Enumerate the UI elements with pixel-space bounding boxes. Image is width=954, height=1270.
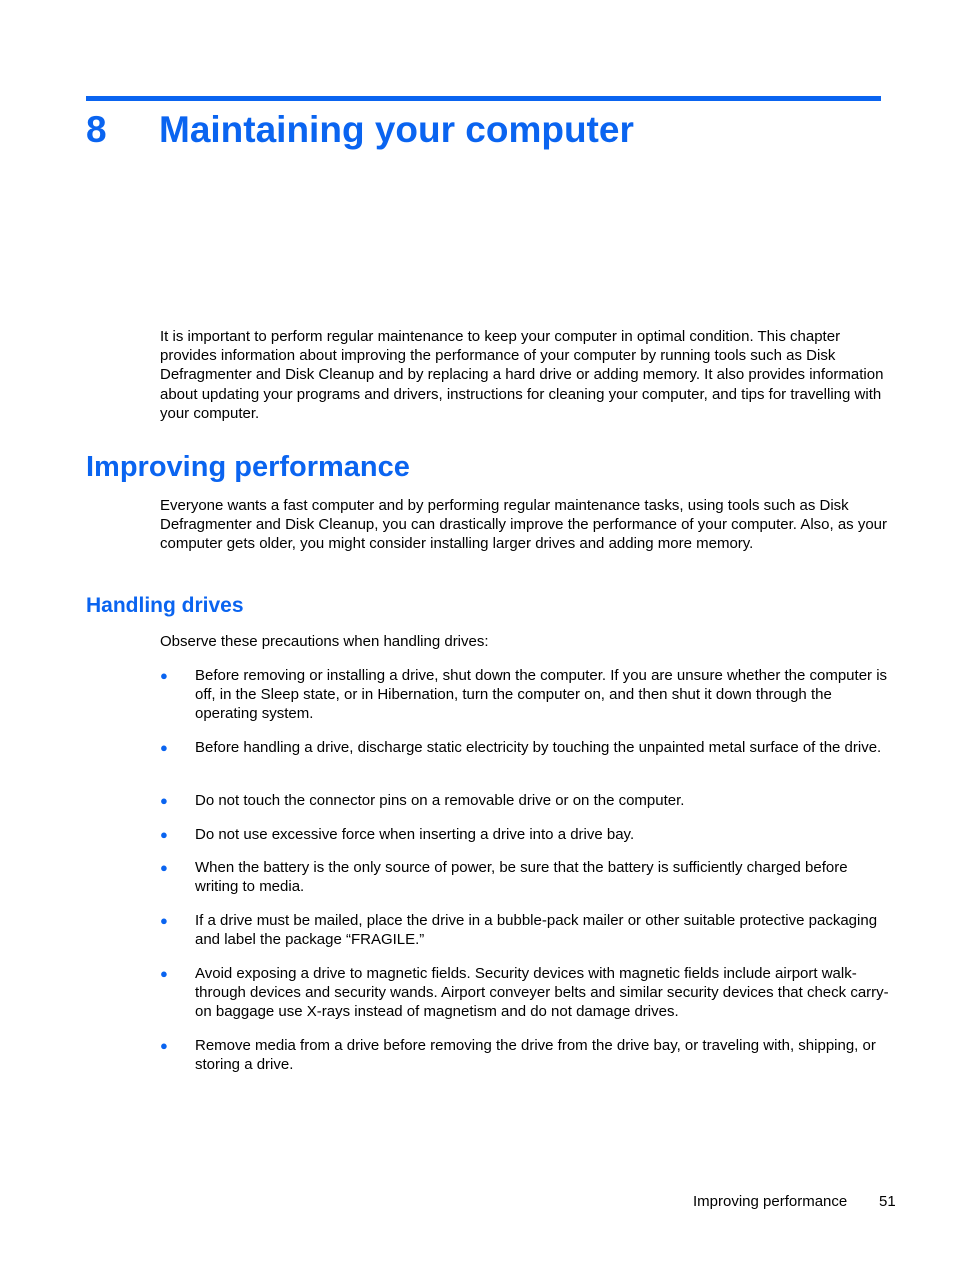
list-item (160, 791, 895, 810)
chapter-intro: It is important to perform regular maintenance to keep your computer in optimal condition. This chapter provides information about improving the performance of your computer by running tools such as Disk Defragmenter and Disk Cleanup and by replacing a hard drive or adding memory. It also provides information about updating your programs and drivers, instructions for cleaning your computer, and tips for travelling with your computer. (160, 328, 884, 422)
list-item (160, 964, 895, 1022)
list-item-text: Avoid exposing a drive to magnetic fields. Security devices with magnetic fields include airport walk-through devices and security wands. Airport conveyer belts and similar security devices that check carry-on baggage use X-rays instead of magnetism and do not damage drives. (195, 965, 889, 1021)
bullet-icon: ● (160, 860, 168, 875)
list-item (160, 666, 895, 724)
list-item-text: Before removing or installing a drive, shut down the computer. If you are unsure whether the computer is off, in the Sleep state, or in Hibernation, turn the computer on, and then shut it down through the operating system. (195, 667, 888, 723)
chapter-title: Maintaining your computer (159, 109, 634, 150)
bullet-icon: ● (160, 827, 168, 842)
footer-page-number: 51 (879, 1193, 896, 1210)
chapter-number: 8 (86, 109, 107, 150)
bullet-icon: ● (160, 668, 168, 683)
bullet-icon: ● (160, 1038, 168, 1053)
list-item (160, 911, 895, 949)
list-item (160, 738, 895, 757)
list-item-text: If a drive must be mailed, place the drive in a bubble-pack mailer or other suitable protective packaging and label the package “FRAGILE.” (195, 912, 878, 949)
bullet-icon: ● (160, 966, 168, 981)
bullet-icon: ● (160, 793, 168, 808)
list-item-text: Do not touch the connector pins on a removable drive or on the computer. (195, 792, 685, 809)
footer-section-label: Improving performance (693, 1193, 848, 1210)
list-item (160, 858, 895, 896)
chapter-rule (86, 96, 881, 101)
section-heading-improving-performance: Improving performance (86, 451, 410, 483)
list-item (160, 825, 895, 844)
list-item-text: Before handling a drive, discharge static electricity by touching the unpainted metal surface of the drive. (195, 739, 882, 756)
chapter-heading (86, 104, 634, 156)
bullet-icon: ● (160, 740, 168, 755)
list-item-text: When the battery is the only source of power, be sure that the battery is sufficiently charged before writing to media. (195, 859, 848, 896)
bullet-icon: ● (160, 913, 168, 928)
list-item (160, 1036, 895, 1074)
section-intro: Everyone wants a fast computer and by performing regular maintenance tasks, using tools such as Disk Defragmenter and Disk Cleanup, you can drastically improve the performance of your computer. Also, as your computer gets older, you might consider installing larger drives and adding more memory. (160, 497, 888, 553)
subsection-heading-handling-drives: Handling drives (86, 594, 244, 617)
precautions-lead: Observe these precautions when handling drives: (160, 633, 489, 650)
list-item-text: Do not use excessive force when inserting a drive into a drive bay. (195, 826, 635, 843)
list-item-text: Remove media from a drive before removing the drive from the drive bay, or traveling with, shipping, or storing a drive. (195, 1037, 876, 1074)
